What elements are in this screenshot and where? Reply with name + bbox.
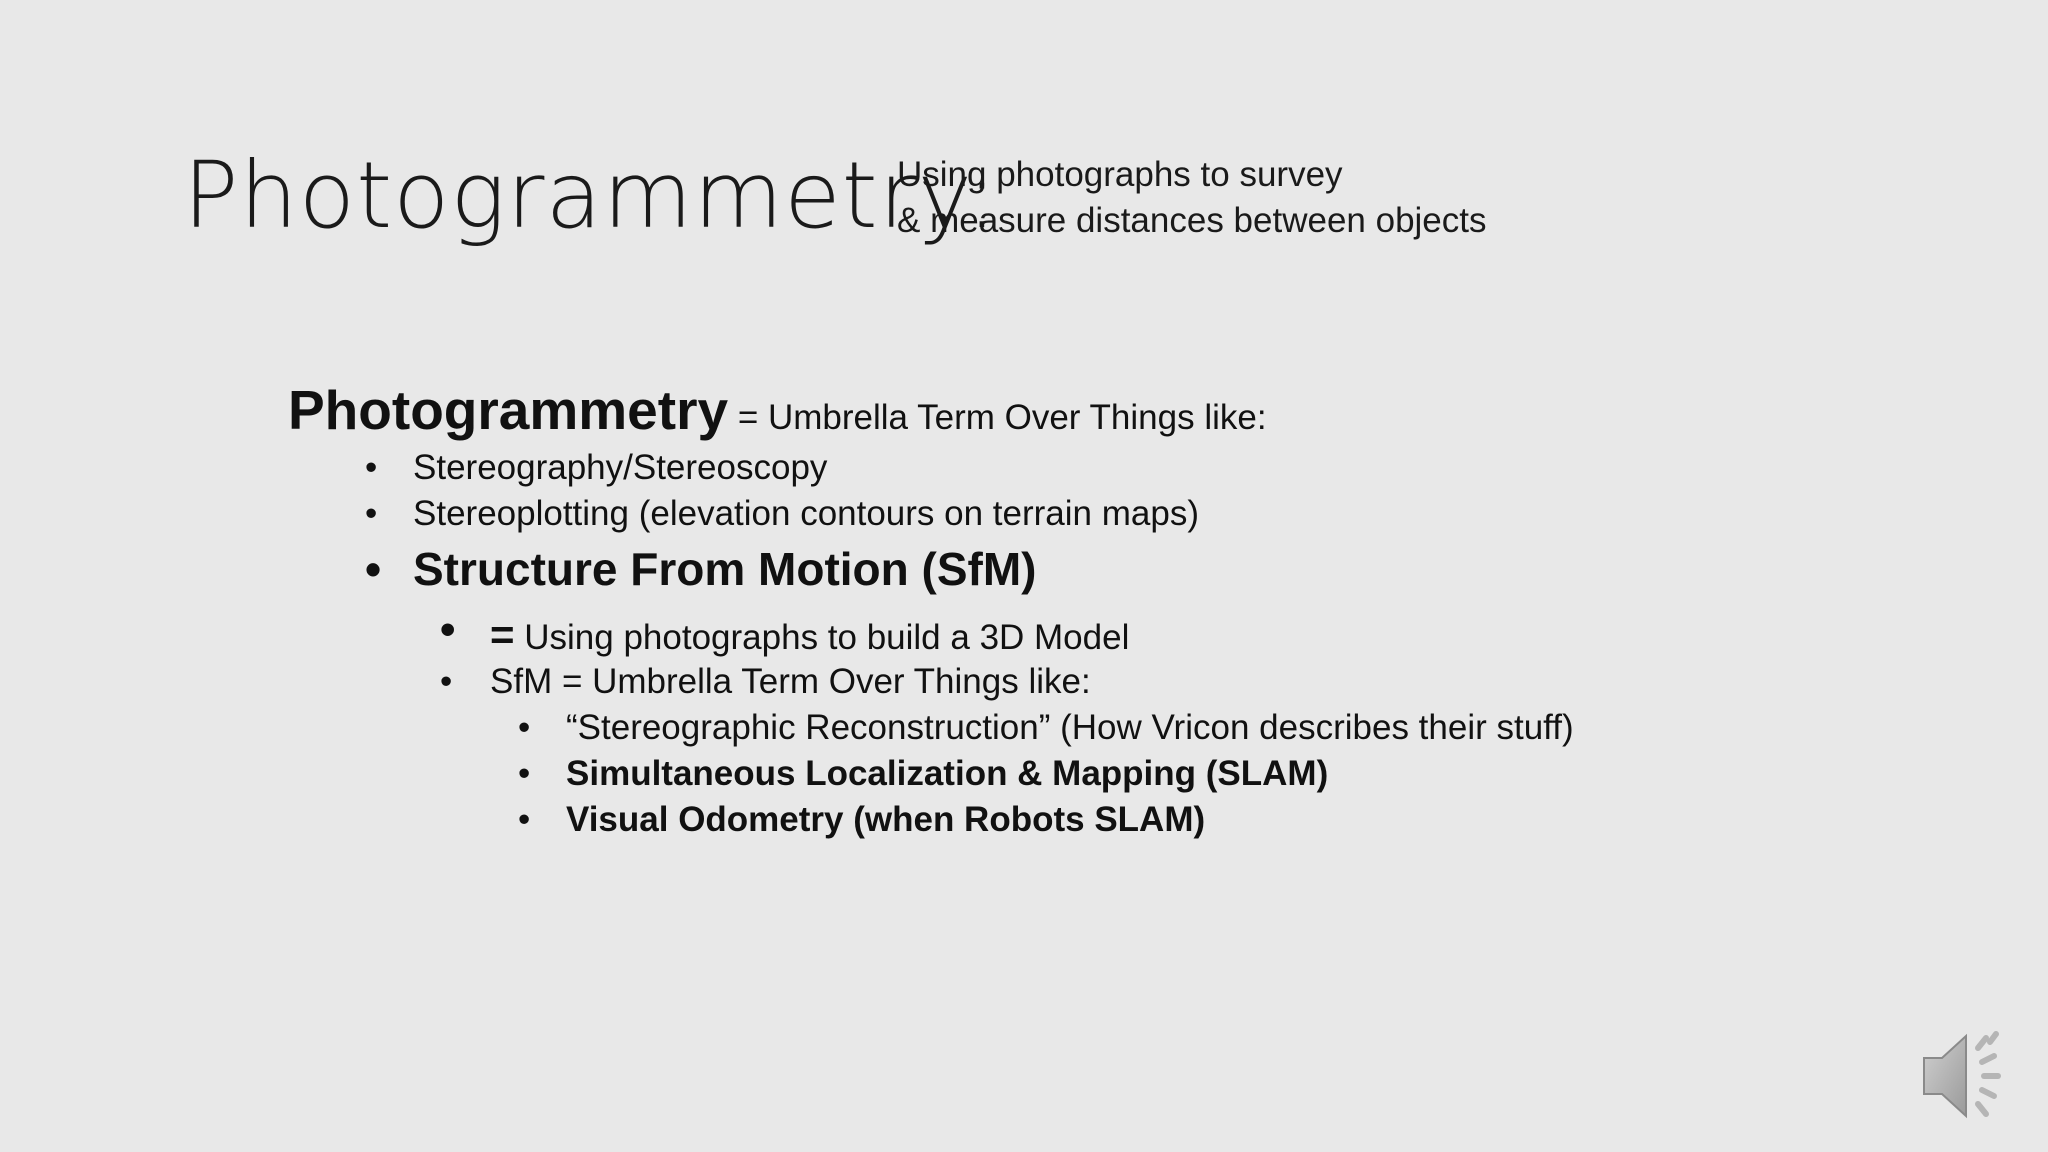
lead-term: Photogrammetry [288, 379, 729, 441]
list-item-text: Structure From Motion (SfM) [413, 543, 1037, 595]
bullet-glyph: • [365, 448, 378, 487]
bullet-glyph: • [518, 754, 531, 793]
list-item-slam [518, 754, 1328, 794]
lead-line [288, 378, 1267, 442]
list-item-visual-odometry [518, 800, 1205, 840]
slide-subtitle [897, 152, 1487, 244]
list-item-stereoplotting [365, 494, 1199, 534]
list-item-text: Using photographs to build a 3D Model [514, 618, 1130, 657]
slide-title: Photogrammetry: [183, 142, 999, 249]
speaker-icon[interactable] [1920, 1024, 2010, 1124]
list-item-text: Stereoplotting (elevation contours on terrain maps) [413, 494, 1199, 533]
subtitle-line-2: & measure distances between objects [897, 201, 1487, 240]
bullet-glyph: • [440, 662, 453, 701]
list-item-text: “Stereographic Reconstruction” (How Vricon describes their stuff) [566, 708, 1574, 747]
list-item-sfm [365, 542, 1037, 596]
bullet-glyph: • [518, 708, 531, 747]
list-item-text: Visual Odometry (when Robots SLAM) [566, 800, 1206, 839]
list-item-sfm-definition [440, 605, 1130, 659]
bullet-glyph: • [440, 605, 456, 654]
list-item-text: Stereography/Stereoscopy [413, 448, 828, 487]
lead-rest: = Umbrella Term Over Things like: [728, 398, 1267, 437]
bullet-glyph: • [518, 800, 531, 839]
subtitle-line-1: Using photographs to survey [897, 155, 1343, 194]
bullet-glyph: • [365, 543, 382, 595]
list-item-stereography [365, 448, 827, 488]
list-item-text: Simultaneous Localization & Mapping (SLAM) [566, 754, 1329, 793]
list-item-stereographic-reconstruction [518, 708, 1574, 748]
list-item-text: SfM = Umbrella Term Over Things like: [490, 662, 1091, 701]
equals-sign: = [490, 611, 515, 658]
list-item-sfm-umbrella [440, 662, 1091, 702]
bullet-glyph: • [365, 494, 378, 533]
